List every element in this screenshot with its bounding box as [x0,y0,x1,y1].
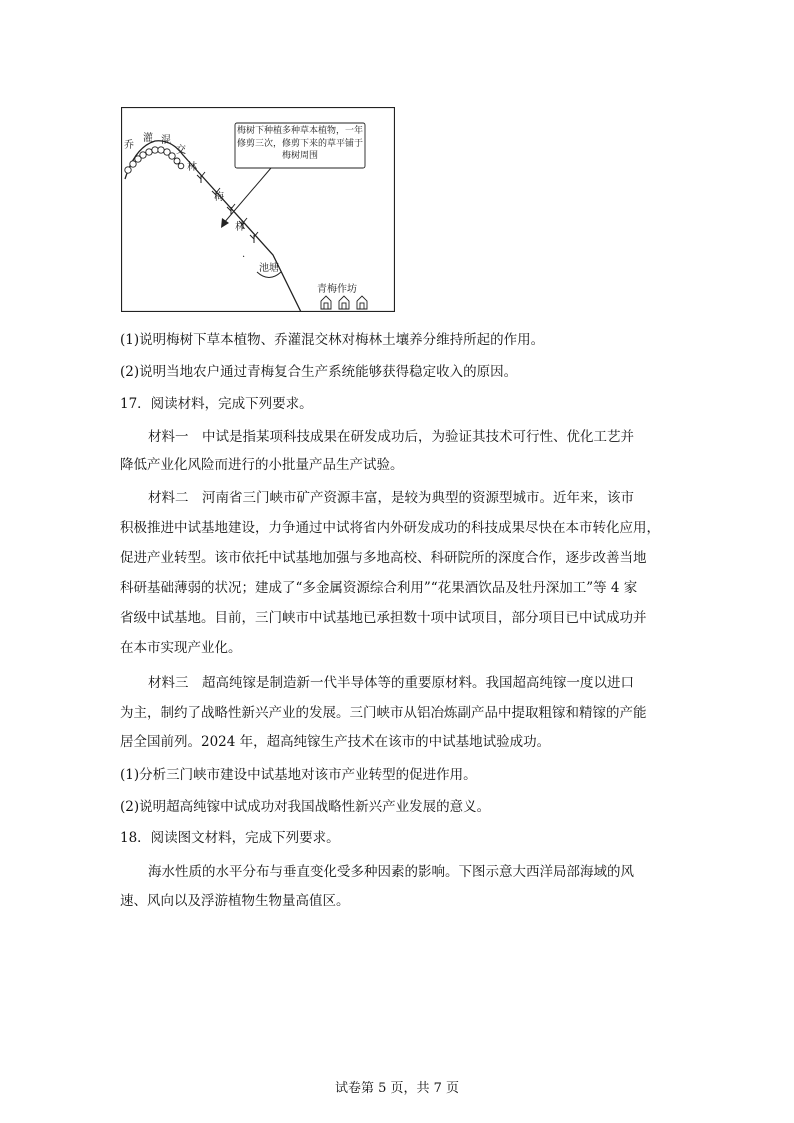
label-hun: 混 [161,135,171,146]
q17-material2-line3: 促进产业转型。该市依托中试基地加强与多地高校、科研院所的深度合作，逐步改善当地 [120,550,647,566]
page-footer: 试卷第 5 页，共 7 页 [334,1081,460,1096]
label-qiao: 乔 [124,140,134,151]
q17-sub2: (2)说明超高纯镓中试成功对我国战略性新兴产业发展的意义。 [120,799,491,815]
label-pond: 池塘 [259,263,279,274]
workshop-houses [321,296,367,309]
q16-sub2: (2)说明当地农户通过青梅复合生产系统能够获得稳定收入的原因。 [120,364,518,380]
q17-sub1: (1)分析三门峡市建设中试基地对该市产业转型的促进作用。 [120,767,477,783]
label-workshop: 青梅作坊 [317,284,357,295]
q16-sub1: (1)说明梅树下草本植物、乔灌混交林对梅林土壤养分维持所起的作用。 [120,332,545,348]
q17-material3-line2: 为主，制约了战略性新兴产业的发展。三门峡市从铝冶炼副产品中提取粗镓和精镓的产能 [120,705,647,721]
q17-heading: 17．阅读材料，完成下列要求。 [120,396,313,412]
slope-dot: . [242,249,246,260]
q17-material2-line6: 在本市实现产业化。 [120,640,242,656]
q17-material2-line4: 科研基础薄弱的状况；建成了“多金属资源综合利用”“花果酒饮品及牡丹深加工”等 4 家 [120,580,638,596]
q17-material1-line2: 降低产业化风险而进行的小批量产品生产试验。 [120,457,404,473]
q17-material2-line1: 材料二 河南省三门峡市矿产资源丰富，是较为典型的资源型城市。近年来，该市 [148,490,634,506]
label-mei: 梅 [214,192,224,203]
q17-material3-line3: 居全国前列。2024 年，超高纯镓生产技术在该市的中试基地试验成功。 [120,734,551,750]
label-guan: 灌 [143,133,153,144]
q18-paragraph-line2: 速、风向以及浮游植物生物量高值区。 [120,893,350,909]
q17-material1-line1: 材料一 中试是指某项科技成果在研发成功后，为验证其技术可行性、优化工艺并 [148,429,634,445]
q17-material2-line2: 积极推进中试基地建设，力争通过中试将省内外研发成功的科技成果尽快在本市转化应用， [120,520,660,536]
q18-paragraph-line1: 海水性质的水平分布与垂直变化受多种因素的影响。下图示意大西洋局部海域的风 [148,864,634,880]
q18-heading: 18．阅读图文材料，完成下列要求。 [120,830,340,846]
label-jiao: 交 [176,145,186,156]
label-lin: 林 [187,162,197,173]
label-meilin-lin: 林 [235,222,245,233]
q17-material3-line1: 材料三 超高纯镓是制造新一代半导体等的重要原材料。我国超高纯镓一度以进口 [148,675,634,691]
callout-text: 梅树下种植多种草本植物，一年修剪三次，修剪下来的草平铺于梅树周围 [237,126,364,161]
q17-material2-line5: 省级中试基地。目前，三门峡市中试基地已承担数十项中试项目，部分项目已中试成功并 [120,610,647,626]
